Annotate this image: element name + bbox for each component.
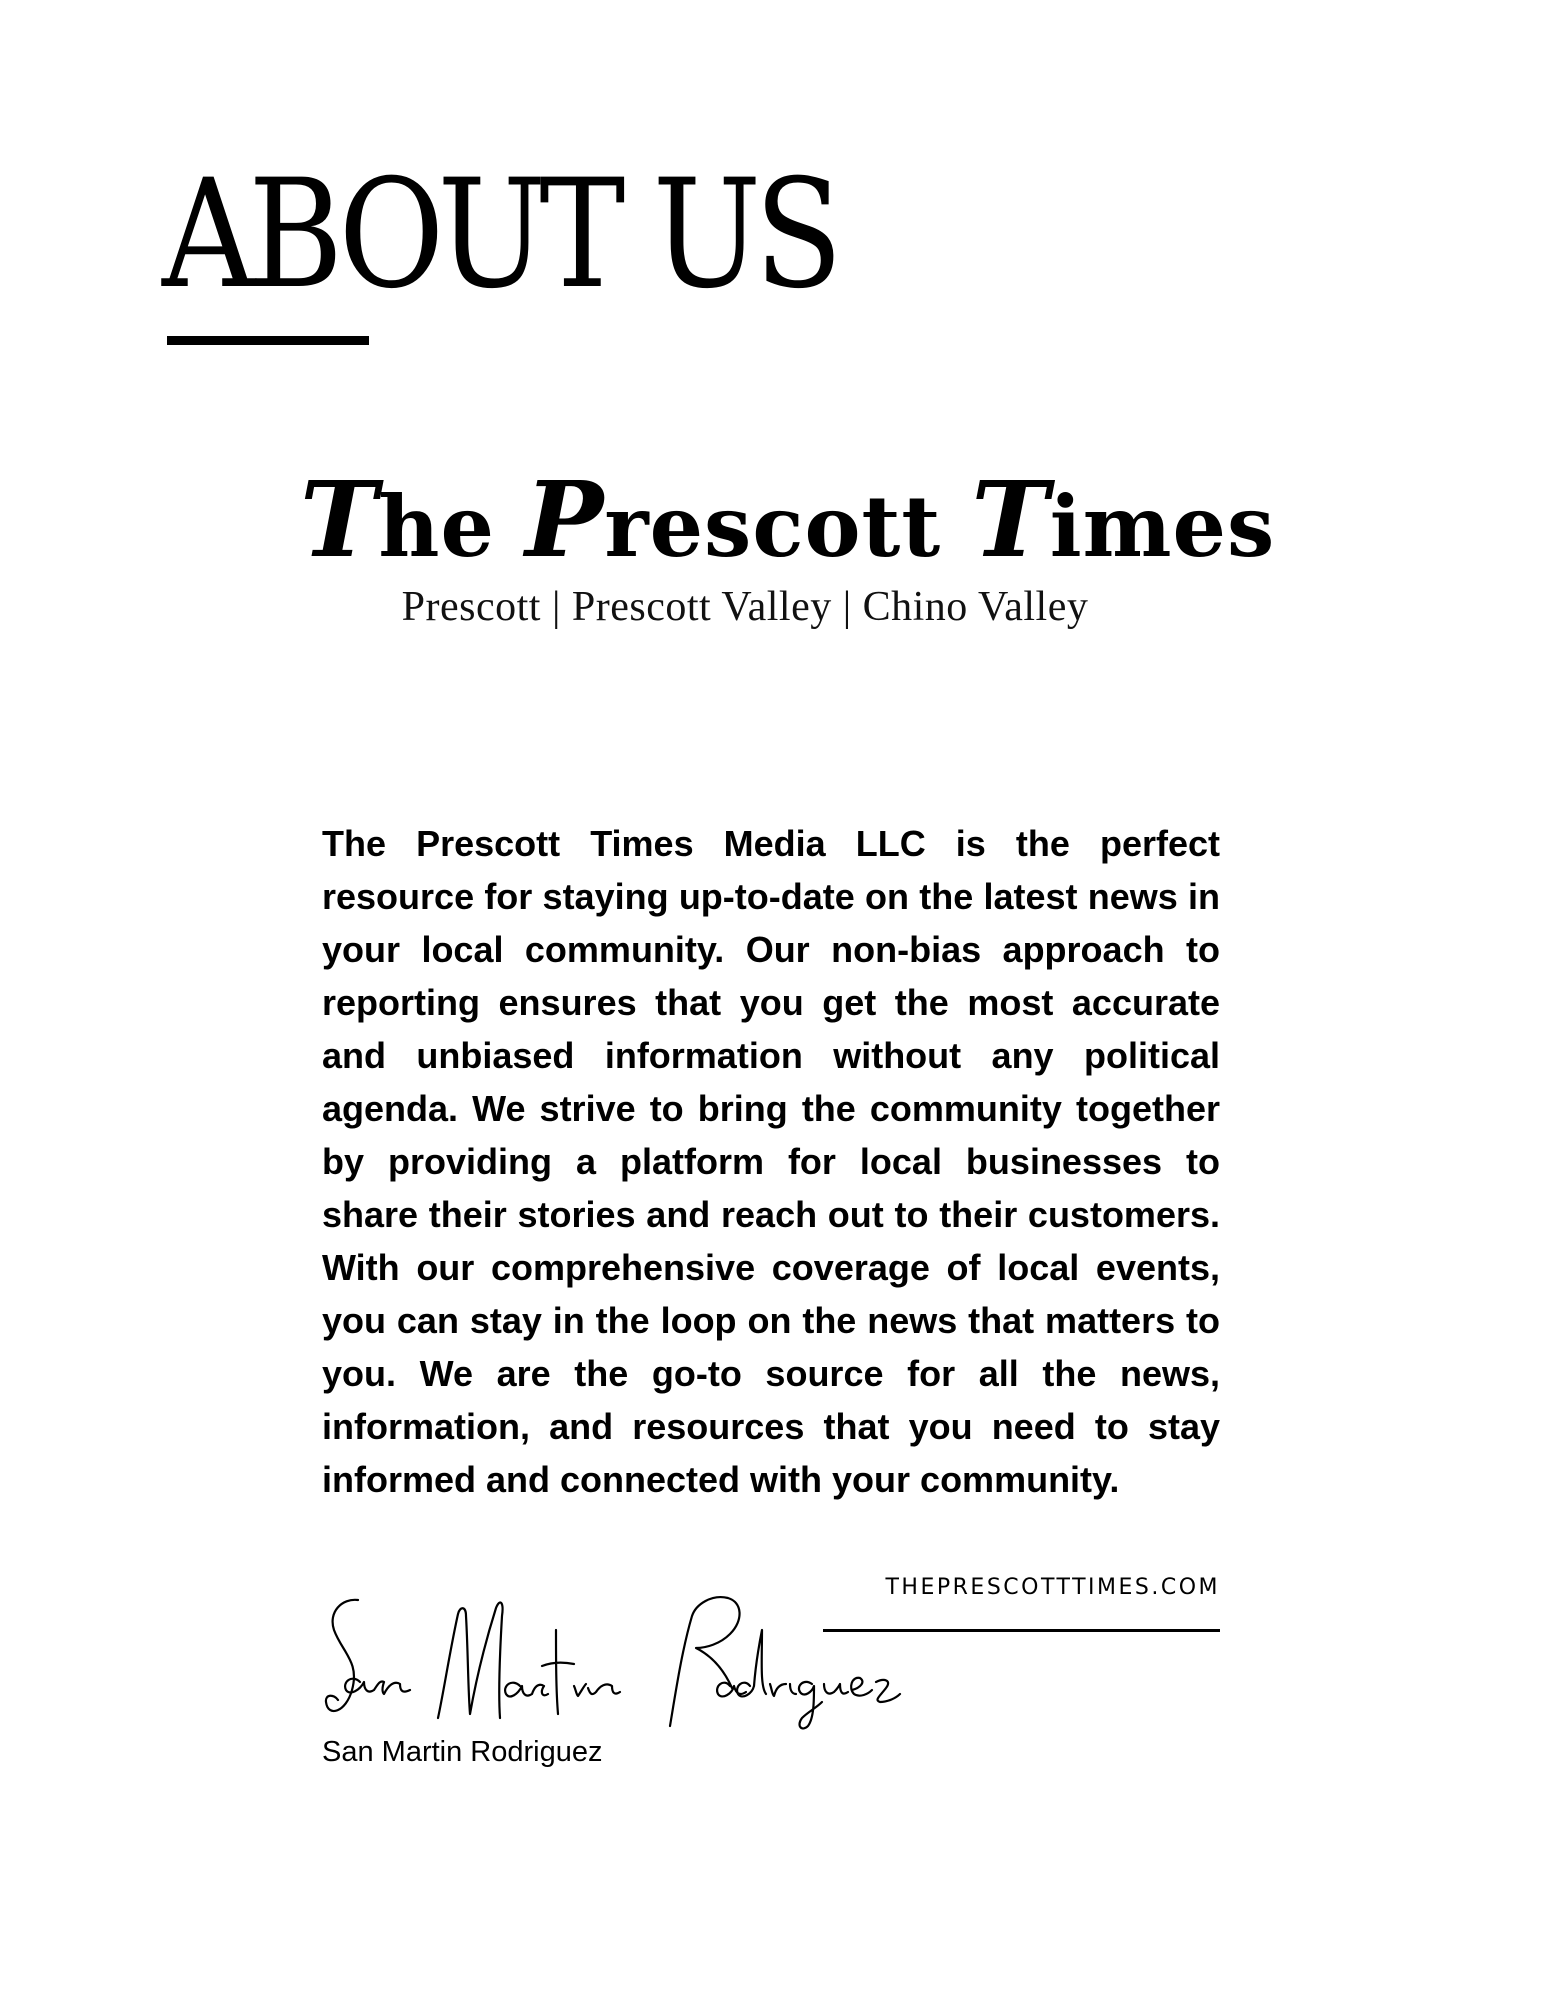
handwritten-signature [320, 1590, 960, 1740]
signer-name: San Martin Rodriguez [322, 1736, 603, 1768]
masthead-word-times: imes [1049, 477, 1276, 576]
title-underline [167, 336, 369, 345]
masthead-initial-times: T [971, 458, 1050, 581]
masthead-word-the: he [378, 477, 526, 576]
website-url: THEPRESCOTTTIMES.COM [885, 1575, 1220, 1600]
masthead-initial-the: T [300, 458, 379, 581]
masthead-logo [300, 458, 1276, 630]
masthead-title [300, 458, 1276, 581]
signature-drawing [320, 1590, 960, 1740]
about-paragraph: The Prescott Times Media LLC is the perfect resource for staying up-to-date on the latest news in your local community. Our non-bias approach to reporting ensures that you get the most accurate and unbiased information without any political agenda. We strive to bring the community together by providing a platform for local businesses to share their stories and reach out to their customers. With our comprehensive coverage of local events, you can stay in the loop on the news that matters to you. We are the go-to source for all the news, information, and resources that you need to stay informed and connected with your community. [322, 823, 1220, 1500]
masthead-word-prescott: rescott [604, 477, 972, 576]
page-title: ABOUT US [162, 148, 836, 322]
masthead-tagline: Prescott | Prescott Valley | Chino Valley [401, 584, 1089, 630]
masthead-initial-prescott: P [525, 458, 605, 581]
